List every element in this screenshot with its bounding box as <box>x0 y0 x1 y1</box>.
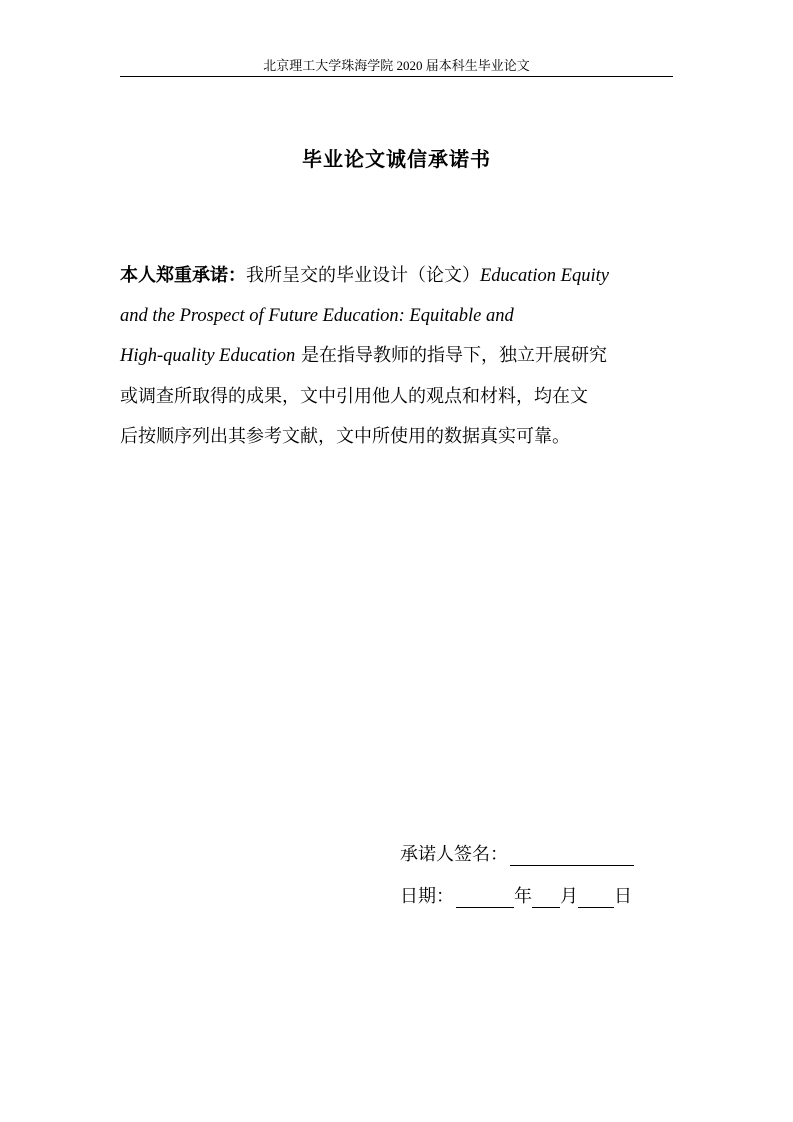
header-rule <box>120 76 673 77</box>
page-title: 毕业论文诚信承诺书 <box>302 147 491 171</box>
running-header: 北京理工大学珠海学院 2020 届本科生毕业论文 <box>263 58 530 73</box>
year-field[interactable] <box>456 887 514 908</box>
day-label: 日 <box>614 886 632 907</box>
date-row <box>400 884 634 910</box>
statement-line-5: 后按顺序列出其参考文献，文中所使用的数据真实可靠。 <box>120 425 570 447</box>
month-field[interactable] <box>532 887 560 908</box>
signer-row <box>400 842 634 868</box>
statement-line-1 <box>120 256 648 297</box>
statement-lead: 本人郑重承诺： <box>120 265 246 286</box>
thesis-title-part-3: High-quality Education <box>120 346 296 367</box>
signature-block <box>400 842 634 910</box>
statement-line3-cn: 是在指导教师的指导下，独立开展研究 <box>295 345 607 367</box>
signer-label: 承诺人签名： <box>400 844 508 865</box>
statement-paragraph <box>120 256 648 457</box>
thesis-title-part-1: Education Equity <box>480 266 609 286</box>
month-label: 月 <box>560 886 578 907</box>
thesis-title-part-2: and the Prospect of Future Education: Equitable and <box>120 305 514 326</box>
day-field[interactable] <box>578 887 614 908</box>
statement-line1-cn: 我所呈交的毕业设计（论文） <box>246 265 480 286</box>
date-label: 日期： <box>400 886 454 907</box>
statement-line-4: 或调查所取得的成果，文中引用他人的观点和材料，均在文 <box>120 386 588 408</box>
statement-line-3 <box>120 336 648 377</box>
year-label: 年 <box>514 886 532 907</box>
signature-field[interactable] <box>510 845 634 866</box>
